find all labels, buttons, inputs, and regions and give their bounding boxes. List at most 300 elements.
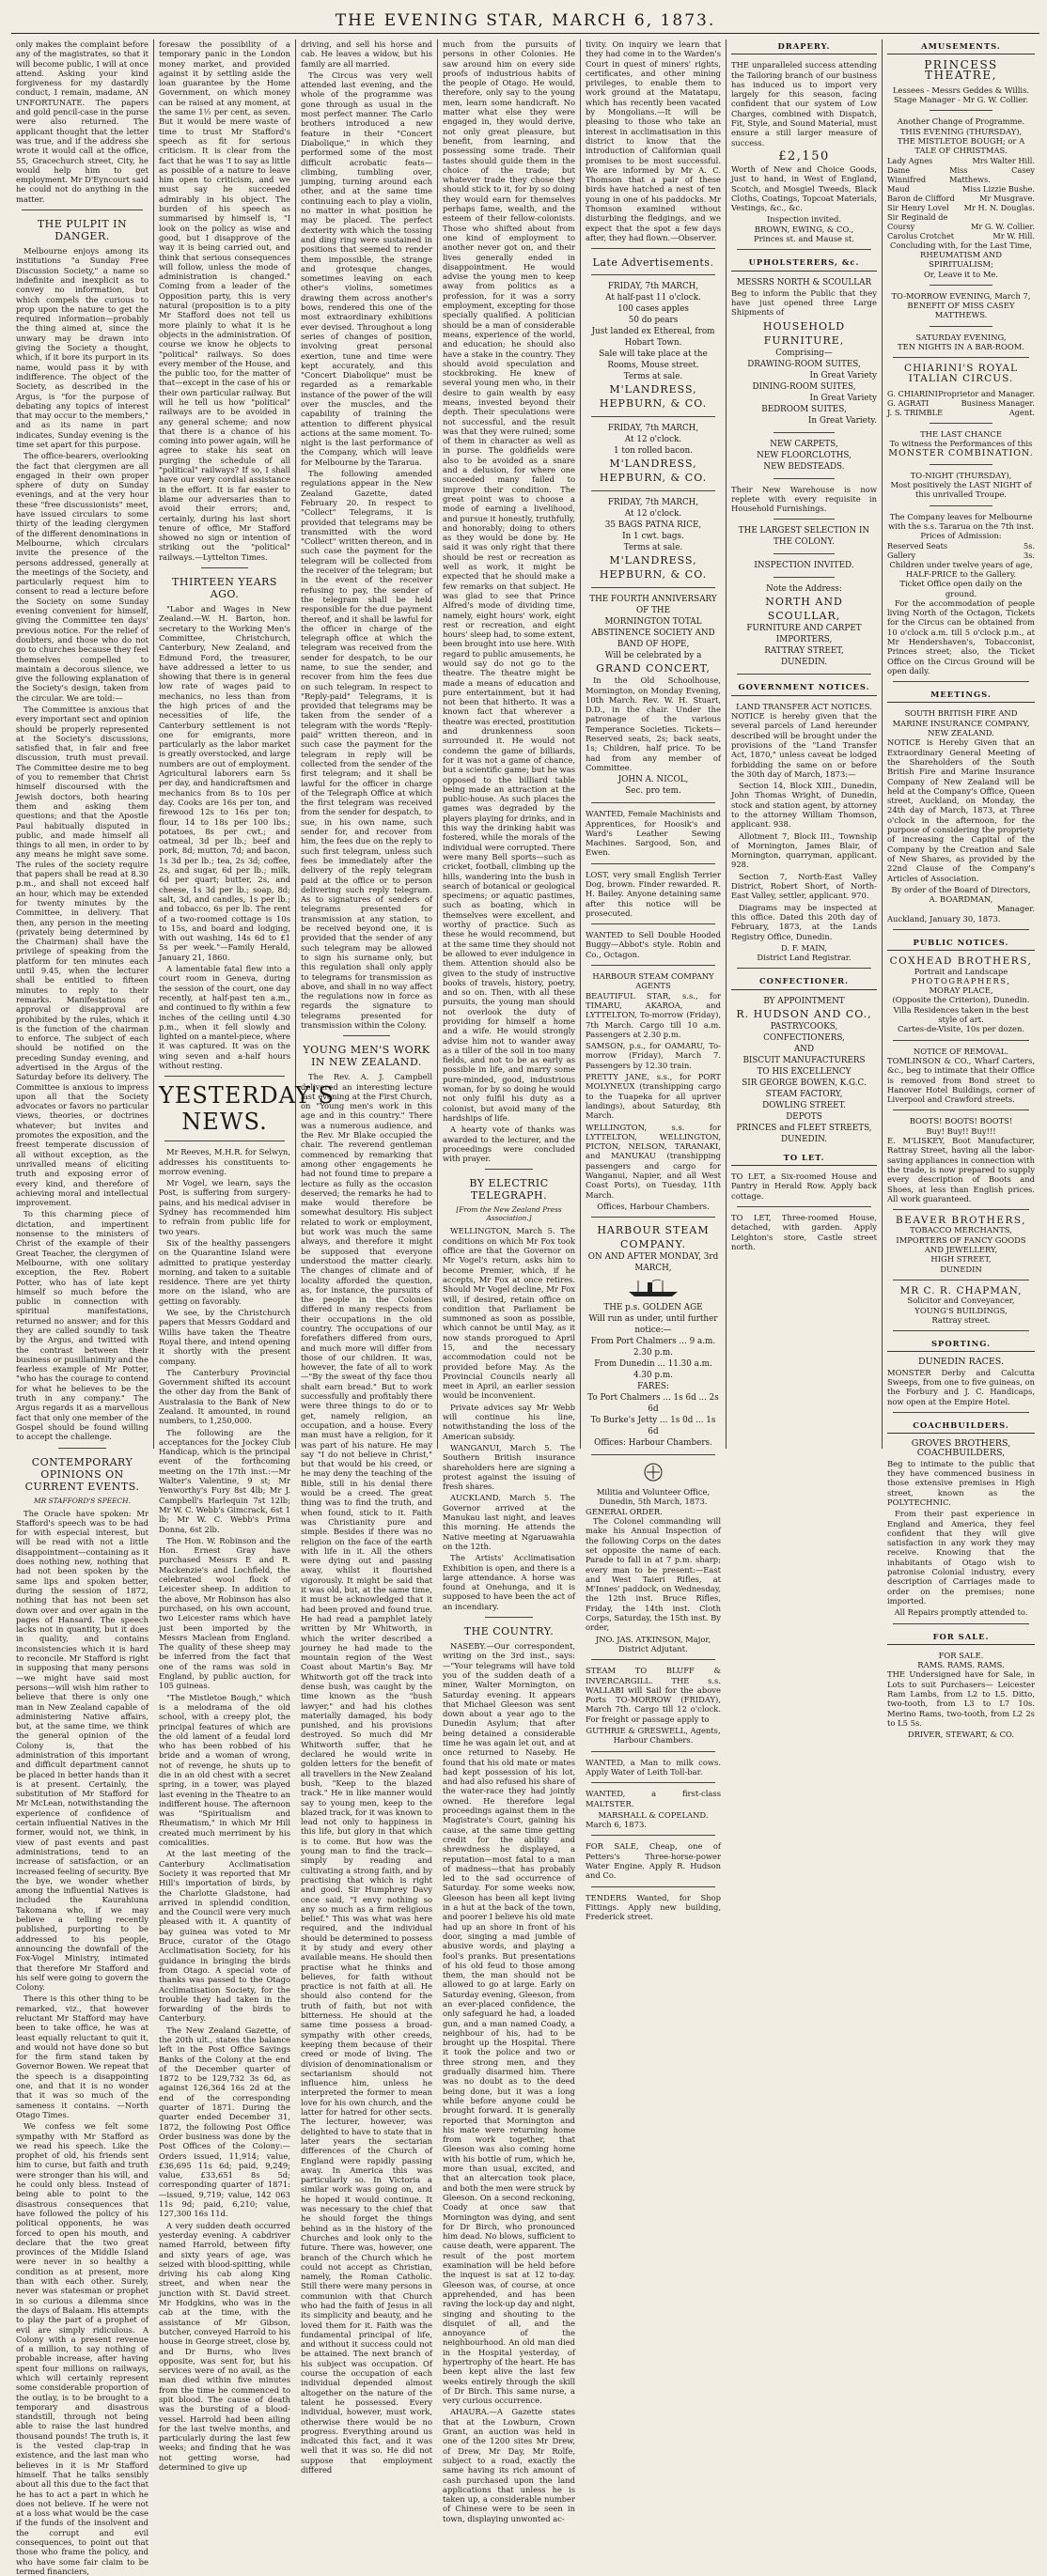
ad-line: RHEUMATISM AND SPIRITUALISM; xyxy=(920,249,1002,270)
ad-line: MORAY PLACE, xyxy=(929,985,993,996)
divider xyxy=(774,519,835,520)
news-item: We see, by the Christchurch papers that Messrs Goddard and Willis have taken the Theatre Royal there, and intend opening it shortly with the present company. xyxy=(159,1308,290,1366)
ad-line: Terms at sale. xyxy=(623,372,683,382)
column-6 xyxy=(727,39,883,1449)
classified-ad: LOST, very small English Terrier Dog, brown. Finder rewarded. R. H. Bailey. Anyone detaining same after this notice will be prosecuted. xyxy=(586,869,721,918)
ad-line: A. BOARDMAN, xyxy=(929,894,993,905)
column-1 xyxy=(11,39,154,2576)
ad-title: R. HUDSON AND CO., xyxy=(736,1007,872,1020)
ad-line: The Company leaves for Melbourne with the s.s. Tararua on the 7th inst. xyxy=(888,511,1034,532)
section-public-notices: PUBLIC NOTICES. xyxy=(887,936,1035,951)
divider xyxy=(930,326,992,327)
price-value: 3s. xyxy=(1023,550,1035,560)
ad-line: To Port Chalmers ... 1s 6d ... 2s 6d xyxy=(587,1393,719,1415)
news-item: A very sudden death occurred yesterday evening. A cabdriver named Harrold, between fifty and sixty years of age, was seized with blood-spitting, while driving his cab along King street, and when near the junction with St. David street. Mr Hodgkins, who was in the cab at the time, with the assistance of Mr Gibson, butcher, conveyed Harrold to his house in George street, close by, and Dr Burns, who lives opposite, was sent for, but his services were of no avail, as the man died within five minutes from the time he commenced to spit blood. The cause of death was the bursting of a blood-vessel. Harrold had been ailing for the last twelve months, and particularly during the last few weeks; and finding that he was not getting worse, had determined to give up xyxy=(159,2220,290,2473)
section-upholsterers: UPHOLSTERERS, &c. xyxy=(731,256,877,271)
ad-title: COXHEAD BROTHERS, xyxy=(889,955,1033,968)
ad-line: THE MISTLETOE BOUGH; or A TALE OF CHRISTMAS. xyxy=(897,136,1025,156)
cast-row xyxy=(887,212,1035,222)
masthead xyxy=(11,4,1039,34)
ad-line: GROVES BROTHERS, COACHBUILDERS, xyxy=(911,1438,1011,1459)
ad-line: In 1 cwt. bags. xyxy=(622,532,684,542)
ad-line: IMPORTERS, xyxy=(775,635,833,645)
divider xyxy=(591,416,715,417)
ad-firm: M'LANDRESS, HEPBURN, & CO. xyxy=(599,458,708,485)
ad-line: DINING-ROOM SUITES, xyxy=(752,381,856,392)
ad-line: STEAM FACTORY, xyxy=(765,1089,843,1099)
cast-actor: Mr G. W. Collier. xyxy=(970,221,1035,231)
telegram-item: WELLINGTON, March 5. The conditions on which Mr Fox took office are that the Governor on Mr Vogel's return, asks him to become Premier, which, if he accepts, Mr Fox at once retires. Should Mr Vogel decline, Mr Fox will, if desired, retain office on condition that Parliament be summoned as soon as possible, which cannot be until May, as it now stands prorogued to April 15, and the necessary accommodation could not be provided before May. As the Provincial Councils nearly all meet in April, an earlier session would be inconvenient. xyxy=(443,1226,575,1401)
ad-line: LAND TRANSFER ACT NOTICES. xyxy=(736,701,872,711)
ad-line: 100 cases apples xyxy=(617,304,689,315)
section-confectioner: CONFECTIONER. xyxy=(731,974,877,989)
ad-line: Portrait and Landscape xyxy=(914,966,1008,976)
section-drapery: DRAPERY. xyxy=(731,39,877,54)
divider xyxy=(893,1040,1029,1041)
cast-role: Sir Reginald de xyxy=(887,211,948,222)
hudson-ad xyxy=(731,996,877,1145)
ad-line: TO HIS EXCELLENCY xyxy=(757,1066,852,1077)
ad-line: MESSRS NORTH & SCOULLAR xyxy=(736,277,872,287)
ad-line: At 12 o'clock. xyxy=(624,509,682,520)
ad-line: Auckland, January 30, 1873. xyxy=(887,913,1001,923)
ad-title: MR C. R. CHAPMAN, xyxy=(899,1284,1023,1296)
ad-line: NEW FLOORCLOTHS, xyxy=(757,450,852,460)
divider xyxy=(893,1209,1029,1210)
telegram-item: WANGANUI, March 5. The Southern British insurance shareholders here are signing a protest against the issuing of fresh shares. xyxy=(443,1442,575,1492)
ad-line: Sec. pro tem. xyxy=(625,786,681,797)
ad-line: TO-NIGHT (THURSDAY), xyxy=(910,470,1012,480)
ad-line: FRIDAY, 7th MARCH, xyxy=(607,282,699,292)
staff-row xyxy=(887,398,1035,408)
ad-title: CHIARINI'S ROYAL ITALIAN CIRCUS. xyxy=(904,363,1018,384)
ad-line: Villa Residences taken in the best style of art. xyxy=(893,1004,1029,1025)
cast-actor: Mr Musgrave. xyxy=(979,193,1035,203)
ad-title: BEAVER BROTHERS, xyxy=(895,1215,1027,1227)
divider xyxy=(893,1330,1029,1331)
article-text: The Committee is anxious that every important sect and opinion should be properly represented at the Society's discussions, satisfied that, in fair and free discussion, truth must prevail. The Committee desire me to beg of you to remember that Christ himself discoursed with the Jewish doctors, both hearing them and asking them questions; and that the Apostle Paul habitually disputed in public, and made himself all things to all men, in order to by any means he might save some. The rules of the society require that papers shall be read at 8.30 p.m., and shall not exceed half an hour, which may be extended for twenty minutes by the Committee, in delivery. That then, any person in the meeting (privately being determined by the Chairman) shall have the privilege of speaking from the platform for ten minutes each until 9.45, when the lecturer shall be entitled to fifteen minutes to reply to their remarks. Manifestations of approval or disapproval are prohibited by the rules, which it is the function of the chairman to enforce. The subject of each should be notified on the preceding Sunday evening, and advertised in the Argus of the Saturday before its delivery. The Committee is anxious to impress upon all that the Society advocates or favors no particular views, theories, or doctrines whatever; but invites and promotes the exposition, and the freest temperate discussion of all without exception, as the unrivalled means of eliciting truth and exposing error of every kind, and therefore of achieving moral and intellectual improvement. xyxy=(16,705,148,1208)
divider xyxy=(774,553,835,554)
heading-harbour-agents: HARBOUR STEAM COMPANY AGENTS xyxy=(592,971,714,991)
ad-line: DUNEDIN. xyxy=(780,1134,828,1144)
article-text: "Labor and Wages in New Zealand.—W. H. Barton, hon. secretary to the Working Men's Committee, Christchurch, Canterbury, New Zealand, and Edmund Ford, the treasurer, have addressed a letter to us showing that there is in general low rate of wages paid to mechanics, no less than from the high prices of and the necessities of life, the Canterbury settlement is not one for emigrants, more particularly as the labor market is greatly overstocked, and large numbers are out of employment. Agricultural laborers earn 5s per day, and handicraftsmen and mechanics from 8s to 10s per day. Cooks are 16s per ton, and firewood 12s to 16s per ton; flour, 14 to 18s per 100 lbs.; potatoes, 8s per cwt.; and oatmeal, 3d per lb.; beef and pork, 8d; mutton, 7d; and bacon, 1s 3d per lb.; tea, 2s 3d; coffee, 2s, and sugar, 6d per lb.; milk, 6d per quart; butter, 2s, and cheese, 1s 3d per lb.; soap, 8d; salt, 3d, and candles, 1s per lb.; and tobacco, 6s per lb. The rent of a two-roomed cottage is 10s to 15s, and board and lodging, with out washing, 14s 6d to £1 5s per week."—Family Herald, January 21, 1860. xyxy=(159,604,290,962)
news-item: Mr Vogel, we learn, says the Post, is suffering from surgery-pains, and his medical adviser in Sydney has recommended him to refrain from public life for two years. xyxy=(159,1178,290,1236)
ad-text: Beg to intimate to the public that they have commenced business in those extensive premises in High street, known as the POLYTECHNIC. xyxy=(887,1458,1035,1507)
staff-row xyxy=(887,408,1035,417)
ad-line: (Opposite the Criterion), Dunedin. xyxy=(892,995,1030,1005)
ad-title: NORTH AND SCOULLAR, xyxy=(765,596,843,623)
article-text: The Circus was very well attended last evening, and the whole of the programme was gone through as usual in the most perfect manner. The Carlo brothers introduced a new feature in their "Concert Diabolique," in which they performed some of the most difficult acrobatic feats—climbing, tumbling over, jumping, turning around each other, and at the same time continuing each to play a violin, no matter in what position he may be placed. The perfect dexterity with which the tossing and ding ring were sustained in positions that seemed to render them impossible, the strange and grotesque changes, sometimes leaving on each other's violins, sometimes drawing them across another's bows, rendered this one of the most extraordinary exhibitions ever devised. Throughout a long series of changes of position, involving great personal exertion, tune and time were kept accurately, and this "Concert Diabolique" must be regarded as a remarkable instance of the power of the will over the muscles, and the capability of training the attention to different physical actions at the same moment. To-night is the last performance of the Company, which will leave for Melbourne by the Tararua. xyxy=(301,70,432,467)
divider xyxy=(343,1035,390,1036)
ad-line: D. F. MAIN, xyxy=(781,942,827,953)
crest-icon xyxy=(634,1461,672,1483)
divider xyxy=(930,110,992,111)
ad-text: NOTICE is hereby given that the several parcels of Land hereunder described will be brought under the provisions of the "Land Transfer Act, 1870," unless caveat be lodged forbidding the same on or before the 30th day of March, 1873:— xyxy=(731,711,877,779)
divider xyxy=(591,863,715,864)
ad-line: PHOTOGRAPHERS, xyxy=(911,975,1011,985)
ad-line: MORNINGTON TOTAL ABSTINENCE SOCIETY AND BAND OF HOPE, xyxy=(591,617,715,650)
divider xyxy=(485,1617,533,1618)
divider xyxy=(591,587,715,588)
ad-line: Sale will take place at the Rooms, Mouse street. xyxy=(599,349,708,371)
ad-line: FRIDAY, 7th MARCH, xyxy=(607,424,699,434)
ad-line: From Port Chalmers ... 9 a.m. 2.30 p.m. xyxy=(590,1337,716,1358)
ad-line: SATURDAY EVENING, xyxy=(915,332,1007,342)
divider xyxy=(893,929,1029,930)
ad-line: Just landed ex Ethereal, from Hobart Town. xyxy=(591,327,715,349)
ad-line: At 12 o'clock. xyxy=(624,435,682,445)
divider xyxy=(591,1751,715,1752)
divider xyxy=(737,1206,871,1207)
ad-title: HOUSEHOLD FURNITURE, xyxy=(762,319,846,347)
ad-text: Their New Warehouse is now replete with every requisite in Household Furnishings. xyxy=(731,484,877,514)
price-value: 5s. xyxy=(1023,540,1035,551)
ad-line: Note the Address: xyxy=(766,584,842,595)
ad-line: Stage Manager - Mr G. W. Collier. xyxy=(893,95,1029,105)
ad-line: Lessees - Messrs Geddes & Willis. xyxy=(892,85,1030,95)
ad-line: Most positively the LAST NIGHT of this unrivalled Troupe. xyxy=(890,480,1032,500)
divider xyxy=(591,923,715,924)
ad-line: District Adjutant. xyxy=(618,1643,688,1653)
ad-text: TOMLINSON & CO., Wharf Carters, &c., beg to intimate that their Office is removed from Bond street to Hanover Hotel Buildings, corner of Liverpool and Crawford streets. xyxy=(887,1055,1035,1105)
cast-role: Dame Winnifred xyxy=(887,164,927,184)
divider xyxy=(22,209,143,210)
shipping-ad: BEAUTIFUL STAR, s.s., for TIMARU, AKAROA, and LYTTELTON, To-morrow (Friday), 7th March. Cargo till 10 a.m. Passengers at 2.30 p.m. xyxy=(586,990,721,1039)
divider xyxy=(591,1454,715,1455)
ad-line: ON AND AFTER MONDAY, 3rd MARCH, xyxy=(587,1252,719,1274)
ad-text: THE unparalleled success attending the Tailoring branch of our business has induced us to import very largely for this season, facing confident that our system of Low Charges, combined with Dispatch, Fit, Style, and Sound Material, must ensure a still larger measure of success. xyxy=(731,60,877,147)
cast-row xyxy=(887,165,1035,184)
ad-line: From Dunedin ... 11.30 a.m. 4.30 p.m. xyxy=(594,1359,712,1381)
heading-young-men: YOUNG MEN'S WORK IN NEW ZEALAND. xyxy=(303,1044,430,1069)
news-item: The Hon. W. Robinson and the Hon. Ernest Gray have purchased Messrs E and R. Mackenzie's and Lochfield, the celebrated wool flock of Leicester sheep. In addition to the above, Mr Robinson has also purchased, on his own account, two Leicester rams which have just been imported by the Messrs Maclean from England. The quality of these sheep may be inferred from the fact that one of the rams was sold in England, by public auction, for 105 guineas. xyxy=(159,1535,290,1691)
article-text: much from the pursuits of persons in other Colonies. He saw around him on every side proofs of industrious habits of the people of Otago. He would, therefore, only say to the young men, learn some handicraft. No matter what else they were engaged in, they would derive, not only great pleasure, but benefit, from learning, and possessing some trade. Their tastes should guide them in the choice of the trade; but whatever trade they chose they should stick to it, for by so doing they would earn for themselves perhaps fame, wealth, and the esteem of their fellow-colonists. Those who shifted about from one kind of employment to another never got on, and their lives generally ended in disappointment. He would advise the young men to keep away from politics as a profession, for it was a sorry employment, excepting for those specially qualified. A politician should be a man of considerable means, experience of the world, and education; he should also have a stake in the country. They should avoid speculation and stockbroking. He knew of several young men who, in their desire to gain wealth by easy means, invested beyond their depth. Their speculations were not successful, and the result was that they were ruined; some of them in character as well as in purse. The goldfields were also to be avoided as a snare and a delusion, for where one succeeded many failed to improve their condition. The great point was to choose a mode of earning a livelihood, and pursue it honestly, truthfully, and honorably; doing to others as they would be done by. He said it was only right that there should be rest or recreation as well as work, it might be expected that he should make a few remarks on that subject. He was glad to see that Prince Alfred's mode of dividing time, namely, eight hours' work, eight rest or recreation, and eight hours' sleep had, to some extent, been brought into use here. With regard to public amusements, he would say do not go to the theatre. The theatre might be made a means of education and pure entertainment, but it had not been that hitherto. It was a known fact that wherever a theatre was erected, prostitution and drunkenness soon surrounded it. He would not condemn the game of billiards, for it was not a game of chance, but a scientific game; but he was opposed to the billiard table being made an attraction at the public-house. As such places the games was degraded by the players playing for drinks, and in this way the drinking habit was fostered, while the morals of the individual were corrupted. There were many Bell sports—such as cricket, football, climbing up the hills, wandering into the bush in search of botanical or geological specimens; or aquatic pastimes, such as boating, which in themselves were excellent, and worthy of practice. Such as these he would recommend, but at the same time they should not be allowed to ever indulgence in them. Attention should also be given to the study of instructive books of travels, history, poetry, and so on. Then, with all these pursuits, the young man should not overlook the duty of providing for himself a home and a wife. He would strongly advise him not to wander away as a tiller of the soil in too many fields, and not to be as early as possible in life, and marry some pure-minded, good, industrious woman, for by so doing he would not only fulfil his duty as a colonist, but avoid many of the hardships of life. xyxy=(443,39,575,1123)
ad-line: OF THE xyxy=(635,606,671,616)
subheading-press-association: [From the New Zealand Press Association.] xyxy=(456,1205,562,1223)
article-text: A hearty vote of thanks was awarded to the lecturer, and the proceedings were concluded with prayer. xyxy=(443,1125,575,1164)
ad-line: SOUTH BRITISH FIRE AND MARINE INSURANCE COMPANY, NEW ZEALAND. xyxy=(892,708,1030,738)
ad-text: From their past experience in England and America, they feel confident that they will give satisfaction in any work they may receive. Knowing that the inhabitants of Otago wish to patronise Colonial industry, every description of Carriages made to order on the premises; none imported. xyxy=(887,1509,1035,1606)
divider xyxy=(591,490,715,491)
cast-actor: Miss Casey Matthews. xyxy=(949,164,1035,184)
price-row xyxy=(887,541,1035,551)
auction-ad-rice xyxy=(586,497,721,582)
ad-text: Section 14, Block XIII., Dunedin, John Thomas Wright, of Dunedin, stock and station agent, by attorney to the attorney William Thomson, applicant. 938. xyxy=(731,781,877,830)
ad-line: GUTHRIE & GRESWELL, Agents, xyxy=(586,1726,721,1736)
divider xyxy=(930,464,992,465)
divider xyxy=(930,505,992,506)
cast-row xyxy=(887,156,1035,165)
ad-line: SIR GEORGE BOWEN, K.G.C. xyxy=(742,1078,867,1088)
section-meetings: MEETINGS. xyxy=(887,688,1035,703)
ad-line: DUNEDIN RACES. xyxy=(918,1357,1004,1368)
divider xyxy=(591,1886,715,1887)
staff-role: Agent. xyxy=(1008,407,1035,417)
divider xyxy=(591,248,715,249)
heading-pulpit: THE PULPIT IN DANGER. xyxy=(37,218,128,243)
article-text: The Oracle have spoken: Mr Stafford's speech was to be had for with especial interest, but will be read with not a little disappointment—containing as it does nothing new, nothing that had not been spoken by the same lips and spoken better, during the session of 1872, nothing that has not been set down over and over again in the pages of Hansard. The speech lacks not in quantity, but it does in quality, and contains inconsistencies which it is hard to reconcile. Mr Stafford is right in supposing that many persons—we might have said most persons—will wish him rather to believe that there is only one man in New Zealand capable of administering Native affairs, but, at the same time, we think the general opinion of the Colony is, that the administration of this important and difficult department cannot be placed in better hands than it is at present. Certainly, the substitution of Mr Stafford for Mr McLean, notwithstanding the experience of confidence of certain influential Natives in the former, would not, we think, in view of past events and past administrations, tend to an increase of satisfaction, or an increased feeling of security. Bye the bye, we wonder whether among the influential Natives is included the Kaurahiuna Takomana who, if we may believe a telling recently published, purporting to be addressed to his people, announcing the downfall of the Fox-Vogel Ministry, intimated that therefore Mr Stafford and his self were going to govern the Colony. xyxy=(16,1508,148,1993)
ad-text: NOTICE is Hereby Given that an Extraordinary General Meeting of the Shareholders of the South British Fire and Marine Insurance Company of New Zealand will be held at the Company's Office, Queen street, Auckland, on Monday, the 24th day of March, 1873, at Three o'clock in the afternoon, for the purpose of considering the propriety of increasing the Capital of the Company by the Creation and Sale of New Shares, as provided by the 22nd Clause of the Company's Articles of Association. xyxy=(887,737,1035,883)
classified-ad: WANTED to Sell Double Hooded Buggy—Abbot's style. Robin and Co., Octagon. xyxy=(586,930,721,959)
classified-ad: TENDERS Wanted, for Shop Fittings. Apply new building, Frederick street. xyxy=(586,1892,721,1922)
ad-text: In the Old Schoolhouse, Mornington, on Monday Evening, 10th March. Rev. W. H. Stuart, D.D., in the chair. Under the patronage of the various Temperance Societies. Tickets—Reserved seats, 2s; back seats, 1s; Children, half price. To be had from any member of Committee. xyxy=(586,675,721,772)
cast-role: Maud xyxy=(887,183,910,194)
classified-ad: WANTED, Female Machinists and Apprentices, for Hoosik's and Ward's Leather Sewing Machines. Sargood, Son, and Ewen. xyxy=(586,809,721,858)
news-item: The New Zealand Gazette, of the 20th ult., states the balance left in the Post Office Savings Banks of the Colony at the end of the December quarter of 1872 to be 129,732 3s 6d, as against 126,364 16s 2d at the end of the corresponding quarter of 1871. During the quarter ended December 31, 1872, the following Post Office Order business was done by the Post Offices of the Colony:—Orders issued, 11,914; value, £36,695 11s 6d; paid, 9,249; value, £33,651 8s 5d; corresponding quarter of 1871:—issued, 9,719; value, 142 063 11s 9d; paid, 6,210; value, 127,300 16s 11d. xyxy=(159,2025,290,2219)
cast-row xyxy=(887,222,1035,231)
ad-line: In Great Variety. xyxy=(807,415,877,426)
ad-price: £2,150 xyxy=(778,148,830,163)
classified-ad: WANTED, a Man to milk cows. Apply Water of Leith Toll-bar. xyxy=(586,1757,721,1777)
cast-role: Lady Agnes xyxy=(887,155,933,165)
divider xyxy=(737,249,871,250)
ad-line: BEDROOM SUITES, xyxy=(761,404,847,414)
ad-line: Comprising— xyxy=(775,348,833,358)
divider xyxy=(930,423,992,424)
ad-line: Children under twelve years of age, HALF-PRICE to the Gallery. xyxy=(889,559,1033,579)
divider xyxy=(591,1217,715,1218)
classified-ad: TO LET, a Six-roomed House and Pantry in Herald Row. Apply back cottage. xyxy=(731,1172,877,1201)
ad-firm: M'LANDRESS, HEPBURN, & CO. xyxy=(599,383,708,411)
ad-line: Another Change of Programme. xyxy=(897,116,1025,127)
section-government: GOVERNMENT NOTICES. xyxy=(731,680,877,695)
article-text: Melbourne enjoys among its institutions "a Sunday Free Discussion Society," a name so indefinite and inexplicit as to convey no information, but which compels the curious to prop upon the nature to get the required information—probably the thing aimed at, since the unwary may be drawn into giving the Society a thought, which, if it bore its purport in its name, would pass it by with indifference. The object of the Society, as described in the Argus, is "for the purpose of debating any topics of interest that may occur to the members," and as its name in part indicates, Sunday evening is the time set apart for this purpose. xyxy=(16,246,148,449)
ad-text: The Colonel commanding will make his Annual Inspection of the following Corps on the dates set opposite the name of each. Parade to fall in at 7 p.m. sharp; every man to be present:—East and West Taieri Rifles, at M'Innes' paddock, on Wednesday, the 12th inst. Bruce Rifles, Friday, the 14th inst. Cloth Corps, Saturday, the 15th inst. By order, xyxy=(586,1516,721,1633)
ad-line: Offices: Harbour Chambers. xyxy=(594,1438,712,1449)
divider xyxy=(774,432,835,433)
ad-line: To witness the Performances of this xyxy=(889,439,1033,449)
divider xyxy=(58,1448,106,1449)
ad-line: BENEFIT OF MISS CASEY MATTHEWS. xyxy=(907,301,1015,320)
divider xyxy=(591,1782,715,1783)
divider xyxy=(591,1835,715,1836)
ad-line: 50 do pears xyxy=(628,316,679,326)
ad-line: RATTRAY STREET, xyxy=(764,646,844,657)
ad-line: Offices, Harbour Chambers. xyxy=(597,1201,710,1211)
section-amusements: AMUSEMENTS. xyxy=(887,39,1035,54)
auction-ad-bacon xyxy=(586,423,721,485)
article-text: A lamentable fatal flew into a court room in Geneva, during the session of the court, one day recently, at half-past ten a.m., and continued to fly within a few inches of the ceiling until 4.30 p.m., when it fell slowly and lighted on a mantel-piece, where it was captured. It was on the wing seven and a-half hours without resting. xyxy=(159,964,290,1070)
article-text: foresaw the possibility of a temporary panic in the London money market, and provided against it by settling aside the loan guarantee by the Home Government, on which money can be raised at any moment, at the same 1½ per cent, as seven. But it would be mere waste of time to trust Mr Stafford's speech as fit for serious criticism. It is clear from the fact that he was 'I to say as little as possible of a nature to leave him open to criticism, and we must say he succeeded admirably in his object. The burden of his speech as summarised by himself is, "I look on the policy as wise and good, but I disapprove of the way it is being carried out, and think that serious consequences will follow, unless the mode of administration is changed." Coming from a leader of the Opposition party, this is very natural (proposition is to a pity Mr Stafford does not tell us more plainly to what it is he objects in the administration. Of course we know he objects to "political" railways. So does every member of the House, and the public too, for the matter of that—except in the case of his or their own particular railway. But will he tell us how "political" railways are to be avoided in any general scheme; and now that there is a chance of his coming into power again, will he agree to stake his seat on purging the schedule of all "political" railways? If so, I shall have our very cordial assistance in the effort. It is far easier to blame our adversaries than to avoid their errors; and, certainly, during his last short tenure of office, Mr Stafford showed no sign or intention of striking out the "political" railways.—Lyttelton Times. xyxy=(159,39,290,562)
anniversary-ad xyxy=(586,594,721,797)
ad-line: 1 ton rolled bacon. xyxy=(613,446,693,457)
subheading-stafford: MR STAFFORD'S SPEECH. xyxy=(34,1496,131,1505)
classified-ad: TO LET, Three-roomed House, detached, with garden. Apply Leighton's store, Castle street north. xyxy=(731,1212,877,1251)
ad-line: PRINCES and FLEET STREETS, xyxy=(736,1123,872,1133)
ad-line: DUNEDIN. xyxy=(780,658,828,668)
article-text: To this charming piece of dictation, and impertinent nonsense to the ministers of Christ of the example of their Great Teacher, the clergymen of Melbourne, with one solitary exception, the Rev. Robert Potter, who has of late kept himself so much before the public in connection with spiritual manifestations, returned no answer; and for this they are called soundly to task by the Argus, and twitted with the contrast between their business or pusillanimity and the fearless example of Mr Potter, "who has the courage to contend for what he believes to be the truth in any company." The Argus regards it as a marvellous fact that only one member of the Gospel should be found willing to accept the challenge. xyxy=(16,1209,148,1442)
news-item: At the last meeting of the Canterbury Acclimatisation Society it was reported that Mr Hill's importation of birds, by the Charlotte Gladstone, had arrived in splendid condition, and the Council were very much pleased with it. A quantity of bay guinea was voted to Mr Bruce, curator of the Otago Acclimatisation Society, for his guidance in bringing the birds from Otago. A special vote of thanks was passed to the Otago Acclimatisation Society, for the trouble they had taken in the forwarding of the birds to Canterbury. xyxy=(159,1849,290,2024)
article-text: The Rev. A. J. Campbell delivered an interesting lecture last evening at the First Church, on "Young men's work in this age and in this country." There was a numerous audience, and the Rev. Mr Blake occupied the chair. The reverend gentleman commenced by remarking that among other engagements he had not found time to prepare a lecture as fully as the occasion deserved; the remarks he had to make would therefore be somewhat desultory. His subject related to work or employment, but work was much the same always, and therefore it might be supposed that everyone understood the matter clearly. The changes of climate and of locality afforded the question, as, for instance, the pursuits of the people in the Colonies differed in many respects from their occupations in the old country. The occupations of our forefathers differed from ours, and much more will differ from those of our children. It was, however, the fate of all to work—"By the sweat of thy face thou shalt earn bread." But to work successfully and profitably there were three things to do or to get, namely religion, an occupation, and a house. Every man must have a religion, for it was part of his nature. He may say "I do not believe in Christ," but that would be his creed, or he may deny the teaching of the Bible, still in his denial there would be a creed. The great thing was to find the truth, and when found, stick to it. Faith was Christianity pure and simple. Besides if there was no religion on the face of the earth with life in it. All the others were dying out and passing away, whilst it flourished vigorously. It might be said that it was old, but, at the same time, it must be acknowledged that it had been proved and found true. He had read a pamphlet lately written by Mr Whitworth, in which the writer described a journey he had made to the mountain region of the West Coast about Martin's Bay. Mr Whitworth got off the track into dense bush, was caught by the time known as the "bush lawyer," and had his clothes materially damaged, his body punished, and his provisions destroyed. So much did Mr Whitworth suffer, that he declared he would write in golden letters for the benefit of all travellers in the New Zealand bush, "Keep to the blazed track." He in like manner would say to young men, keep to the blazed track, for it was known to lead not only to happiness in this life, but glory in that which is to come. But how was the young man to find the track—simply by reading and cultivating a strong faith, and by practising that which is right and good. Sir Humphrey Davy once said, "I envy nothing so any so much as a firm religious belief." This was what was here required, and the individual should be determined to possess it by study and every other available means. He should then practise what he thinks and believes, for faith without practice is not faith at all. He should also contend for the truth of faith, but not with bitterness. He should at the same time possess a broad-sympathy with other creeds, keeping them because of their creed or mode of living. The division of denominationalism or sectarianism should not influence him, unless he interpreted the former to mean love for his own church, and the latter for hatred for other sects. The lecturer, however, was delighted to have to state that in later years the sectarian differences of the Church of England were rapidly passing away. In America this was particularly so. In Victoria a similar work was going on, and he hoped it would continue. It was necessary to the chief that he should forget the things behind as in the history of the Churches and look only to the future. There was, however, one branch of the Church which he could not accept as Christian, namely, the Roman Catholic. Still there were many persons in communion with that Church who had the faith of Jesus in all its simplicity and beauty, and he loved them for it. Faith was the fundamental principal of life, and without it success could not be attained. The next branch of his subject was occupation. Of course the occupation of each individual depended almost altogether on the nature of the talent he possessed. Every individual, however, must work, otherwise there would be no progress. Everything around us indicated this fact, and it was well that it was so. He did not suppose that employment differed xyxy=(301,1072,432,2475)
ad-line: Solicitor and Conveyancer, xyxy=(907,1296,1015,1306)
general-order-title: GENERAL ORDER. xyxy=(586,1506,663,1516)
ad-line: Prices of Admission: xyxy=(920,531,1002,541)
classified-ad: WANTED, a first-class MALTSTER. xyxy=(586,1789,721,1808)
north-scoullar-ad xyxy=(731,277,877,669)
cast-role: Baron de Clifford xyxy=(887,193,955,203)
ad-line: FURNITURE AND CARPET xyxy=(746,624,862,634)
ad-line: DRAWING-ROOM SUITES, xyxy=(747,359,861,369)
section-for-sale: FOR SALE. xyxy=(887,1630,1035,1645)
telegram-item: Private advices say Mr Webb will continue his line, notwithstanding the loss of the American subsidy. xyxy=(443,1402,575,1441)
divider xyxy=(737,968,871,969)
ad-line: Will run as under, until further notice:— xyxy=(588,1314,718,1336)
divider xyxy=(893,681,1029,682)
cast-actor: Miss Lizzie Bushe. xyxy=(962,183,1035,194)
ad-line: FOR SALE. xyxy=(938,1650,984,1660)
ad-line: DEPOTS xyxy=(786,1111,822,1122)
ad-line: HIGH STREET, xyxy=(930,1254,992,1265)
divider xyxy=(737,674,871,675)
column-7 xyxy=(883,39,1039,1740)
heading-yesterdays-news: YESTERDAY'S NEWS. xyxy=(159,1082,335,1136)
section-to-let: TO LET. xyxy=(731,1151,877,1166)
heading-thirteen-years: THIRTEEN YEARS AGO. xyxy=(172,576,277,601)
ad-line: BY APPOINTMENT xyxy=(763,996,845,1006)
ad-line: Ticket Office open daily on the ground. xyxy=(899,579,1023,598)
ad-line: Rattray street. xyxy=(931,1314,991,1325)
ad-line: DOWLING STREET. xyxy=(762,1100,846,1110)
article-text: There is this other thing to be remarked, viz., that however reluctant Mr Stafford may have been to take office, he was at least equally reluctant to quit it, and would not have done so but for the firm stand taken by Governor Bowen. We repeat that the speech is a disappointing one, and that it is no wonder that it was so much of the sameness it contains. —North Otago Times. xyxy=(16,1994,148,2119)
ad-text: Beg to inform the Public that they have just opened three Large Shipments of xyxy=(731,287,877,318)
ad-line: INSPECTION INVITED. xyxy=(754,561,854,571)
ad-line: DRIVER, STEWART, & CO. xyxy=(907,1730,1015,1740)
ad-line: FRIDAY, 7th MARCH, xyxy=(607,498,699,508)
ad-text: THE Undersigned have for Sale, in Lots to suit Purchasers— Leicester Ram Lambs, from L2 to L5. Ditto, two-tooth, from L3 to L7 10s. Merino Rams, two-tooth, from L2 2s to L5 5s. xyxy=(887,1669,1035,1728)
divider xyxy=(201,567,248,568)
ad-line: In Great Variety xyxy=(809,393,877,403)
heading-country: THE COUNTRY. xyxy=(463,1625,555,1638)
column-5 xyxy=(581,39,727,1922)
staff-row xyxy=(887,389,1035,398)
ad-line: YOUNG'S BUILDINGS, xyxy=(914,1305,1008,1315)
divider xyxy=(485,1169,533,1170)
shipping-ad: WELLINGTON, s.s. for LYTTELTON, WELLINGTON, PICTON, NELSON, TARANAKI, and MANUKAU (transhipping passengers and cargo for Wanganui, Napier, and all West Coast Ports), on Tuesday, 11th March. xyxy=(586,1122,721,1200)
ad-line: IMPORTERS OF FANCY GOODS AND JEWELLERY, xyxy=(896,1234,1026,1255)
ad-text: E. M'LISKEY, Boot Manufacturer, Rattray Street, having all the labor-saving appliances in connection with the trade, is now prepared to supply every description of Boots and Shoes, at less than English prices. All work guaranteed. xyxy=(887,1136,1035,1203)
divider xyxy=(591,965,715,966)
staff-name: G. AGRATI xyxy=(887,397,930,408)
divider xyxy=(164,1076,285,1077)
ad-line: PASTRYCOOKS, CONFECTIONERS, xyxy=(763,1021,845,1043)
ad-line: March 6, 1873. xyxy=(586,1820,647,1830)
ad-line: Concluding with, for the Last Time, xyxy=(890,240,1032,250)
column-3 xyxy=(296,39,438,2475)
ad-line: Or, Leave it to Me. xyxy=(923,269,999,279)
masthead-title: THE EVENING STAR, MARCH 6, 1873. xyxy=(335,11,716,30)
divider xyxy=(591,274,715,275)
ad-line: AND xyxy=(793,1044,815,1054)
ad-line: JOHN A. NICOL, xyxy=(617,775,689,785)
staff-role: Business Manager. xyxy=(961,397,1035,408)
ad-line: NEW CARPETS, xyxy=(770,439,838,449)
article-text: tivity. On inquiry we learn that they had come in to the Warden's Court in quest of miners' rights, certificates, and other mining privileges, to enable them to work ground at the Matatapu, which has recently been vacated by Mongolians.—It will be pleasing to those who take an interest in acclimatisation in this district to know that the introduction of Californian quail promises to be most successful. We are informed by Mr A. C. Thomson that a pair of these birds have hatched a nest of ten young in one of his paddocks. Mr Thomson examined without disturbing the fledgings, and we expect that the spot a few days after, they had flown.—Observer. xyxy=(586,39,721,242)
shipping-ad: STEAM TO BLUFF & INVERCARGILL. THE s.s. WALLABI will Sail for the above Ports TO-MORROW (FRIDAY), March 7th. Cargo till 12 o'clock. For freight or passage apply to xyxy=(586,1666,721,1724)
ad-firm: M'LANDRESS, HEPBURN, & CO. xyxy=(599,554,708,582)
cast-actor: Mr W. Hill. xyxy=(992,230,1035,241)
news-item: "The Mistletoe Bough," which is a melodrama of the old school, with a creepy plot, the principal features of which are the old lament of a feudal lord who has been robbed of his bride and a woman of wrong, not of revenge, he shuts up to die in an old chest with a secret spring, in a tower, was played last evening in the Theatre to an indifferent house. The afternoon was "Spiritualism and Rheumatism," in which Mr Hill created much merriment by his comicalities. xyxy=(159,1692,290,1848)
columns xyxy=(11,39,1039,2576)
telegram-item: AUCKLAND, March 5. The Governor arrived at the Manukau last night, and leaves this morning. He attends the Native meeting at Ngaruawahia on the 12th. xyxy=(443,1493,575,1551)
ad-line: Militia and Volunteer Office, xyxy=(596,1487,711,1497)
ad-line: To Burke's Jetty ... 1s 0d ... 1s 6d xyxy=(590,1416,716,1437)
cast-row xyxy=(887,231,1035,241)
column-4 xyxy=(438,39,581,2523)
price-label: Gallery xyxy=(887,550,916,560)
ad-line: In Great Variety xyxy=(809,370,877,380)
auction-ad-apples xyxy=(586,281,721,411)
divider xyxy=(774,577,835,578)
cast-row xyxy=(887,194,1035,203)
ad-line: THE FOURTH ANNIVERSARY xyxy=(589,595,717,605)
ad-line: 35 BAGS PATNA RICE, xyxy=(604,520,702,531)
article-text: NASEBY.—Our correspondent, writing on the 3rd inst., says:—"Your telegrams will have told you of the sudden death of a miner, Walter Mornington, on Saturday evening. It appears that Michael Gleeson was sent down about a year ago to the Dunedin Asylum; that after being detained a considerable time he was again let out, and at once returned to Naseby. He found that his old mate or mates had kept possession of his lot, and had also refused his share of the water-race they had jointly owned. He therefore legal proceedings against them in the Magistrate's Court, gaining his cause, at the same time getting credit for the ability and shrewdness he displayed, a reputation—most fatal to a man of madness—that has probably led to the sad occurrence of Saturday. For some weeks now, Gleeson has been all kept living in a hut at the back of the town, and poorer I believe his old mate had up an shore in front of his door, singing a mad jumble of abusive words, and playing a fool's pranks. But presentations of his old feud to those among them, the man should not be allowed to go at large. Early on Saturday evening, Gleeson, from an ever-placed confidence, the only safeguard he had, a loaded gun, and a man named Coady, a neighbour of his, had to be brought up the Hospital. There it took the police and two or three strong men, and they gradually disarmed him. There was no doubt as to the deed being done, but it was a long while before anyone could be brought forward. It is generally reported that Mornington and his mate were returning home from work together, that Gleeson was also coming home with his bottle of rum, which he, more than usual, excited, and that an altercation took place, and both the men were struck by Gleeson. On a second reckoning, Coady at once saw that Mornington was dying, and sent for Dr Birch, who pronounced him dead. No blows, sufficient to cause death, were apparent. The result of the post mortem examination will be held before the inquest is sat at 12 to-day. Gleeson was, of course, at once apprehended, and has been raving the lock-up day and night, singing and shouting to the disquiet of all, and the annoyance of the neighbourhood. An old man died in the Hospital yesterday, of hypertrophy of the heart. He has been kept alive the last few weeks entirely through the skill of Dr Birch. This same nurse, a very curious occurrence. xyxy=(443,1641,575,2406)
ad-line: TO-MORROW EVENING, March 7, xyxy=(891,290,1031,301)
ad-line: Inspection invited. xyxy=(767,214,841,225)
news-item: Mr Reeves, M.H.R. for Selwyn, addresses his constituents to-morrow evening. xyxy=(159,1147,290,1176)
article-text: only makes the complaint before any of the magistrates, so that it will become public, I will at once attend. Asking your kind forgiveness for my dastardly conduct, I remain, madame, AN UNFORTUNATE. The papers and gold pencil-case in the purse were also returned. The applicant thought that the letter was true, and if the address she wrote it would call at the office, 55, Gracechurch street, City, he would help him to get employment. Mr D'Eyncourt said he could not do anything in the matter. xyxy=(16,39,148,204)
article-text: The office-bearers, overlooking the fact that clergymen are all engaged in their own proper sphere of duty on Sunday evenings, and at the very hour these "free discussionists" meet, have issued circulars to some thirty of the leading clergymen of the different denominations in Melbourne, which circulars invite the presence of the persons addressed, generally at the meetings of the Society, and particularly request him to consent to read a lecture before the Society on some Sunday evening convenient for himself, giving the Committee ten days' previous notice. For the relief of doubters, and those who do not go to churches because they feel themselves compelled to maintain a decorous silence, we give the following explanation of the Society's design, taken from the circular. We are told:— xyxy=(16,451,148,703)
ad-line: MONSTER COMBINATION. xyxy=(888,447,1034,458)
ad-line: Terms at sale. xyxy=(623,543,683,553)
ad-line: THIS EVENING (THURSDAY), xyxy=(899,126,1023,136)
ad-line: Harbour Chambers. xyxy=(613,1735,694,1746)
ad-line: RAMS. RAMS. RAMS. xyxy=(917,1660,1005,1670)
harbour-steam-ad xyxy=(586,1223,721,1449)
ad-line: TEN NIGHTS IN A BAR-ROOM. xyxy=(898,342,1024,352)
divider xyxy=(591,1659,715,1660)
news-item: Six of the healthy passengers on the Quarantine Island were admitted to pratique yesterday morning, and taken to a suitable residence. There are yet thirty more on the island, who are getting on favorably. xyxy=(159,1237,290,1306)
cast-role: Coursy xyxy=(887,221,915,231)
ad-line: Princes st. and Mause st. xyxy=(754,234,854,244)
ad-line: THE p.s. GOLDEN AGE xyxy=(603,1303,703,1313)
ad-text: Section 7, North-East Valley District, Robert Short, of North-East Valley, settler, applicant. 970. xyxy=(731,871,877,901)
heading-late-ads: Late Advertisements. xyxy=(592,256,714,270)
divider xyxy=(893,1623,1029,1624)
classified-ad: FOR SALE, Cheap, one of Petters's Three-horse-power Water Engine. Apply R. Hudson and Co. xyxy=(586,1841,721,1881)
ad-line: TOBACCO MERCHANTS, xyxy=(910,1225,1012,1235)
news-item: The Canterbury Provincial Government shifted its account the other day from the Bank of Australasia to the Bank of New Zealand. It amounted, in round numbers, to 1,250,000. xyxy=(159,1367,290,1426)
ad-line: JNO. JAS. ATKINSON, Major, xyxy=(595,1634,711,1644)
article-text: The following amended regulations appear in the New Zealand Gazette, dated February 20. In respect to "Collect" Telegrams, it is provided that telegrams may be transmitted with the word "Collect" written thereon, and in such case the payment for the telegram will be collected from the receiver of the telegram; but in the event of the receiver refusing to pay, the sender of the telegram shall be held responsible for the due payment thereof, and it shall be lawful for the officer in charge of the telegraph office at which the telegram was received from the sender for despatch, to be our name, to sue the sender, and recover from him the fees due on such telegram. In respect to "Reply-paid" Telegrams, it is provided that telegrams may be taken from the sender of a telegram with the words "Reply-paid" written thereon, and in such case the payment for the telegram in reply will be collected from the sender of the first telegram; and it shall be lawful for the officer in charge of the Telegraph Office at which the first telegram was received from the sender for despatch, to sue, in his own name, such sender for, and recover from him, the fees due on the reply to such first telegram, unless such fees be immediately after the delivery of the reply telegram paid at the office or to person delivering such reply telegram. As to signatures of senders of telegrams presented for transmission at any station, to be received beyond one, it is provided that the sender of any such telegram may be allowed to sign his surname only, but this regulation shall only apply to telegrams for transmission as above, and shall in no way affect the regulations now in force as regards the signature to telegrams presented for transmission within the Colony. xyxy=(301,469,432,1030)
cast-actor: Mrs Walter Hill. xyxy=(972,155,1035,165)
divider xyxy=(893,1412,1029,1413)
ad-line: Cartes-de-Visite, 10s per dozen. xyxy=(897,1024,1025,1034)
staff-name: G. CHIARINI xyxy=(887,388,938,398)
ad-line: NEW BEDSTEADS. xyxy=(763,461,845,472)
ad-text: Allotment 7, Block III., Township of Mornington, James Blair, of Mornington, quarryman, applicant. 928. xyxy=(731,830,877,870)
ad-text: Diagrams may be inspected at this office. Dated this 20th day of February, 1873, at the Lands Registry Office, Dunedin. xyxy=(731,902,877,941)
ad-line: THE LARGEST SELECTION IN xyxy=(738,526,870,536)
ad-text: Worth of New and Choice Goods, just to hand, in West of England, Scotch, and Mosgiel Tweeds, Black Cloths, Coatings, Topcoat Materials, Vestings, &c., &c. xyxy=(731,163,877,213)
heading-contemporary: CONTEMPORARY OPINIONS ON CURRENT EVENTS. xyxy=(24,1455,140,1493)
ad-line: By order of the Board of Directors, xyxy=(891,884,1031,894)
divider xyxy=(774,478,835,479)
ad-line: At half-past 11 o'clock. xyxy=(605,293,701,303)
ad-line: Manager. xyxy=(996,904,1035,914)
ad-line: DUNEDIN xyxy=(940,1264,982,1274)
ad-text: MONSTER Derby and Calcutta Sweeps, from one to five guineas, on the Forbury and J. C. Handicaps, now open at the Empire Hotel. xyxy=(887,1367,1035,1406)
ad-text: For the accommodation of people living North of the Octagon, Tickets for the Circus can be obtained from 10 o'clock a.m. till 5 o'clock p.m., at Mr Hendershaven's, Tobacconist, Princes street; also, the Ticket Office on the Circus Ground will be open daily. xyxy=(887,597,1035,675)
staff-role: Proprietor and Manager. xyxy=(938,388,1035,398)
ad-line: Buy! Buy!! Buy!!! xyxy=(926,1125,996,1136)
price-row xyxy=(887,551,1035,560)
article-text: driving, and sell his horse and cab. He leaves a widow, but his family are all married. xyxy=(301,39,432,69)
ad-line: Dunedin, 5th March, 1873. xyxy=(599,1497,708,1507)
ad-line: BISCUIT MANUFACTURERS xyxy=(742,1055,866,1065)
ad-line: All Repairs promptly attended to. xyxy=(894,1607,1028,1618)
ad-line: NOTICE OF REMOVAL. xyxy=(913,1046,1009,1056)
